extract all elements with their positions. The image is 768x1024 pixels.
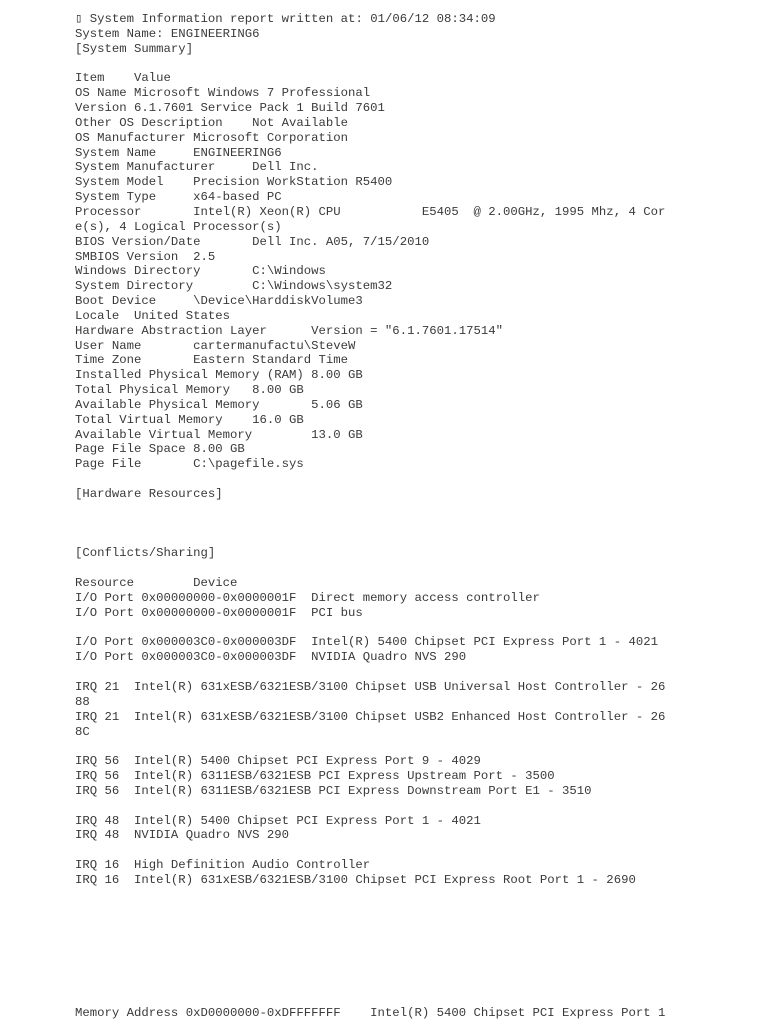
report-line: BIOS Version/Date Dell Inc. A05, 7/15/2010 — [75, 234, 430, 249]
report-line — [75, 472, 765, 487]
report-line: IRQ 56 Intel(R) 6311ESB/6321ESB PCI Express Upstream Port - 3500 — [75, 769, 555, 784]
report-line: IRQ 16 High Definition Audio Controller — [75, 858, 371, 873]
report-line: I/O Port 0x000003C0-0x000003DF Intel(R) 5400 Chipset PCI Express Port 1 - 4021 — [75, 635, 658, 650]
report-line: 8C — [75, 724, 90, 739]
report-line: 88 — [75, 694, 90, 709]
report-line: User Name cartermanufactu\SteveW — [75, 338, 356, 353]
report-line — [75, 517, 765, 532]
report-line: IRQ 16 Intel(R) 631xESB/6321ESB/3100 Chipset PCI Express Root Port 1 - 2690 — [75, 872, 636, 887]
report-line: I/O Port 0x00000000-0x0000001F PCI bus — [75, 605, 363, 620]
system-info-report-text — [75, 12, 765, 888]
report-line: System Directory C:\Windows\system32 — [75, 279, 393, 294]
report-line: SMBIOS Version 2.5 — [75, 249, 216, 264]
report-line: Total Physical Memory 8.00 GB — [75, 383, 304, 398]
report-line: System Manufacturer Dell Inc. — [75, 160, 319, 175]
report-line: Available Physical Memory 5.06 GB — [75, 397, 363, 412]
report-line — [75, 843, 765, 858]
report-line: IRQ 56 Intel(R) 6311ESB/6321ESB PCI Express Downstream Port E1 - 3510 — [75, 783, 592, 798]
report-line: Installed Physical Memory (RAM) 8.00 GB — [75, 368, 363, 383]
report-line: Total Virtual Memory 16.0 GB — [75, 412, 304, 427]
report-line — [75, 502, 765, 517]
report-line: System Name ENGINEERING6 — [75, 145, 282, 160]
report-line — [75, 739, 765, 754]
report-line: Other OS Description Not Available — [75, 115, 349, 130]
report-line: System Name: ENGINEERING6 — [75, 26, 260, 41]
report-line — [75, 57, 765, 72]
report-line: Processor Intel(R) Xeon(R) CPU E5405 @ 2.00GHz, 1995 Mhz, 4 Cor — [75, 204, 666, 219]
report-line: Item Value — [75, 71, 171, 86]
report-line: I/O Port 0x000003C0-0x000003DF NVIDIA Quadro NVS 290 — [75, 650, 467, 665]
report-line — [75, 532, 765, 547]
report-line — [75, 621, 765, 636]
report-line: ▯ System Information report written at: 01/06/12 08:34:09 — [75, 12, 496, 26]
report-line: Windows Directory C:\Windows — [75, 264, 326, 279]
report-line: [System Summary] — [75, 41, 194, 56]
report-line — [75, 799, 765, 814]
report-line: [Conflicts/Sharing] — [75, 546, 216, 561]
report-line: e(s), 4 Logical Processor(s) — [75, 219, 282, 234]
report-line: [Hardware Resources] — [75, 487, 223, 501]
report-line: IRQ 48 NVIDIA Quadro NVS 290 — [75, 828, 290, 843]
report-line: OS Name Microsoft Windows 7 Professional — [75, 86, 371, 101]
memory-address-line: Memory Address 0xD0000000-0xDFFFFFFF Intel(R) 5400 Chipset PCI Express Port 1 — [75, 1006, 666, 1020]
report-line: Page File Space 8.00 GB — [75, 442, 245, 457]
report-line: I/O Port 0x00000000-0x0000001F Direct memory access controller — [75, 590, 540, 605]
report-line: Hardware Abstraction Layer Version = "6.1.7601.17514" — [75, 323, 504, 338]
report-line: Available Virtual Memory 13.0 GB — [75, 427, 363, 442]
report-line: Resource Device — [75, 576, 238, 591]
report-line — [75, 665, 765, 680]
report-line: Time Zone Eastern Standard Time — [75, 353, 349, 368]
report-line: IRQ 21 Intel(R) 631xESB/6321ESB/3100 Chipset USB Universal Host Controller - 26 — [75, 679, 666, 694]
report-line: Page File C:\pagefile.sys — [75, 457, 304, 472]
report-line: IRQ 48 Intel(R) 5400 Chipset PCI Express Port 1 - 4021 — [75, 813, 481, 828]
report-line — [75, 561, 765, 576]
report-line: Locale United States — [75, 308, 230, 323]
report-line: Boot Device \Device\HarddiskVolume3 — [75, 294, 363, 309]
report-line: OS Manufacturer Microsoft Corporation — [75, 130, 349, 145]
report-line: System Model Precision WorkStation R5400 — [75, 175, 393, 190]
report-line: IRQ 56 Intel(R) 5400 Chipset PCI Express Port 9 - 4029 — [75, 754, 481, 769]
report-line: IRQ 21 Intel(R) 631xESB/6321ESB/3100 Chipset USB2 Enhanced Host Controller - 26 — [75, 709, 666, 724]
report-line: System Type x64-based PC — [75, 190, 282, 205]
report-line: Version 6.1.7601 Service Pack 1 Build 7601 — [75, 101, 385, 116]
